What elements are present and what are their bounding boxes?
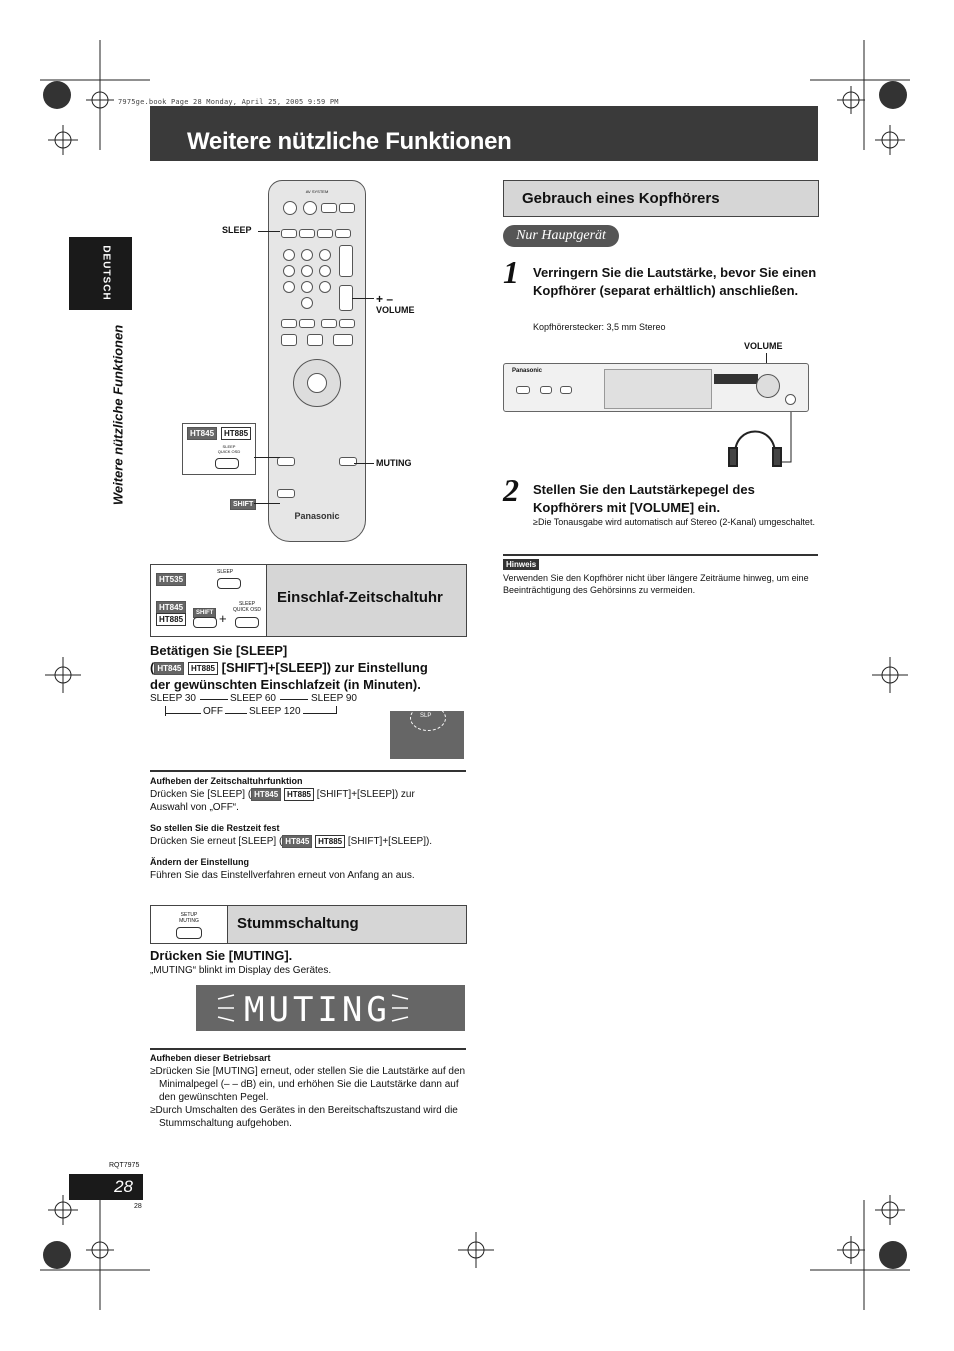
tag-ht885: HT885 xyxy=(156,613,186,626)
inset-sleep-label: SLEEP QUICK OSD xyxy=(217,444,241,454)
ch-rocker xyxy=(339,245,353,277)
device-display xyxy=(714,374,758,384)
divider-muting xyxy=(150,1048,466,1050)
sleep-instruction-line-3: der gewünschten Einschlafzeit (in Minuten). xyxy=(150,677,421,692)
remaining-text-1: Drücken Sie erneut [SLEEP] ( xyxy=(150,836,283,848)
seq-loop-right xyxy=(336,706,337,714)
num-0 xyxy=(301,297,313,309)
callout-shift: SHIFT xyxy=(230,499,256,510)
tag-ht535: HT535 xyxy=(156,573,186,586)
muting-title-panel xyxy=(228,906,466,943)
skip-forward-button xyxy=(299,319,315,328)
cancel-tag-ht885: HT885 xyxy=(284,788,314,801)
cancel-text xyxy=(150,788,466,801)
side-section-label: Weitere nützliche Funktionen xyxy=(110,324,126,506)
cancel-tag-ht845: HT845 xyxy=(251,788,281,801)
device-power-button xyxy=(516,386,530,394)
seq-sleep60: SLEEP 60 xyxy=(230,693,276,704)
plus-sign: + xyxy=(219,611,227,626)
tv-av-button xyxy=(299,229,315,238)
cancel-text-2: [SHIFT]+[SLEEP]) zur xyxy=(313,789,415,801)
headphone-section-title: Gebrauch eines Kopfhörers xyxy=(522,190,720,207)
language-tab xyxy=(69,237,132,310)
enter-button xyxy=(307,373,327,393)
muting-cancel-title: Aufheben dieser Betriebsart xyxy=(150,1053,271,1063)
device-button-2 xyxy=(540,386,552,394)
bullet-mark-1: ≥ xyxy=(150,1066,156,1077)
remote-brand: Panasonic xyxy=(294,511,340,521)
remote-av-system-label: AV SYSTEM xyxy=(305,189,329,194)
seq-arrow-3 xyxy=(165,713,201,714)
remote-control xyxy=(268,180,366,542)
instr-tag-ht885: HT885 xyxy=(188,662,218,675)
muting-btn-label: SETUP MUTING xyxy=(179,912,199,924)
num-3 xyxy=(319,249,331,261)
remaining-title: So stellen Sie die Restzeit fest xyxy=(150,823,280,834)
pause-button xyxy=(307,334,323,346)
num-9 xyxy=(319,281,331,293)
callout-sleep: SLEEP xyxy=(222,225,252,235)
slow-forward-button xyxy=(339,319,355,328)
num-7 xyxy=(283,281,295,293)
muting-bullet-1 xyxy=(150,1065,466,1104)
seq-arrow-2 xyxy=(280,699,308,700)
num-4 xyxy=(283,265,295,277)
sleep-title-panel xyxy=(267,565,466,636)
remaining-tag-ht845: HT845 xyxy=(282,835,312,848)
callout-volume-line xyxy=(352,298,374,299)
num-8 xyxy=(301,281,313,293)
sleep-display xyxy=(390,711,464,759)
sleep-notes xyxy=(150,775,466,882)
device-button-3 xyxy=(560,386,572,394)
footer-small-page: 28 xyxy=(134,1203,142,1210)
seq-sleep120: SLEEP 120 xyxy=(249,706,301,717)
remote-muting-button xyxy=(339,457,357,466)
seq-sleep90: SLEEP 90 xyxy=(311,693,357,704)
sleep-section-header xyxy=(150,564,467,637)
play-button xyxy=(333,334,353,346)
cancel-text-3: Auswahl von „OFF“. xyxy=(150,802,239,814)
footer-code: RQT7975 xyxy=(109,1162,140,1169)
sleep-btn-label: SLEEP xyxy=(217,569,234,575)
vcr-button xyxy=(339,203,355,213)
sleep-instruction xyxy=(150,642,470,693)
cancel-text-1: Drücken Sie [SLEEP] ( xyxy=(150,789,252,801)
headphone-illustration xyxy=(725,404,805,474)
seq-arrow-4 xyxy=(225,713,247,714)
callout-volume: VOLUME xyxy=(376,305,415,315)
power-button xyxy=(283,201,297,215)
seq-sleep30: SLEEP 30 xyxy=(150,693,196,704)
bullet-text-1: Drücken Sie [MUTING] erneut, oder stellen Sie die Lautstärke auf den Minimalpegel (– – dB) ein, und erhöhen Sie die Lautstärke dann auf den gewünschten Pegel. xyxy=(155,1066,466,1103)
paren-open: ( xyxy=(150,660,155,675)
tag-ht845: HT845 xyxy=(156,601,186,614)
hint-label: Hinweis xyxy=(503,559,539,570)
step2-text: Stellen Sie den Lautstärkepegel des Kopfhörers mit [VOLUME] ein. xyxy=(533,482,755,515)
divider-hint xyxy=(503,554,818,556)
callout-sleep-line xyxy=(258,231,280,232)
instr-tag-ht845: HT845 xyxy=(154,662,184,675)
quick-osd-button xyxy=(277,457,295,466)
dvd-cd-button xyxy=(335,229,351,238)
remaining-text xyxy=(150,835,466,848)
language-tab-label: DEUTSCH xyxy=(100,245,112,301)
remaining-tag-ht885: HT885 xyxy=(315,835,345,848)
remaining-text-2: [SHIFT]+[SLEEP]). xyxy=(345,836,433,848)
num-5 xyxy=(301,265,313,277)
page-number: 28 xyxy=(114,1177,133,1196)
step2-note xyxy=(533,516,818,529)
muting-section-title: Stummschaltung xyxy=(237,915,359,932)
sleep-quick-osd-label: SLEEP QUICK OSD xyxy=(232,601,262,613)
remote-shift-button xyxy=(277,489,295,498)
sleep-instruction-line-2 xyxy=(150,659,470,676)
remote-sleep-button xyxy=(281,229,297,238)
inset-line xyxy=(254,457,280,458)
muting-note: „MUTING“ blinkt im Display des Gerätes. xyxy=(150,965,332,976)
step2-bullet: ≥ xyxy=(533,517,538,527)
instruction-2-rest: [SHIFT]+[SLEEP]) zur Einstellung xyxy=(218,660,428,675)
step2-number: 2 xyxy=(503,472,519,508)
muting-section-header xyxy=(150,905,467,944)
inset-sleep-button xyxy=(215,458,239,469)
volume-rocker xyxy=(339,285,353,311)
step1-note: Kopfhörerstecker: 3,5 mm Stereo xyxy=(533,322,666,332)
muting-display xyxy=(196,985,465,1031)
title-bar xyxy=(150,106,818,161)
callout-volume-sign: + – xyxy=(376,292,394,306)
sleep-display-label: SLP xyxy=(420,713,432,719)
inset-tag-ht885: HT885 xyxy=(221,427,251,440)
seq-off: OFF xyxy=(203,706,223,717)
sleep-section-title: Einschlaf-Zeitschaltuhr xyxy=(277,589,443,606)
device-volume-label: VOLUME xyxy=(744,341,783,351)
muting-button-panel xyxy=(151,906,228,943)
headphone-section-header xyxy=(503,180,819,217)
muting-bullet-2 xyxy=(150,1104,466,1130)
sleep-quick-osd-button xyxy=(235,617,259,628)
remote-inset xyxy=(182,423,256,475)
hint-text: Verwenden Sie den Kopfhörer nicht über längere Zeiträume hinweg, um eine Beeinträchtigung des Gehörsinns zu vermeiden. xyxy=(503,573,809,595)
step1-text: Verringern Sie die Lautstärke, bevor Sie einen Kopfhörer (separat erhältlich) anschließen. xyxy=(533,265,817,298)
inset-tag-ht845: HT845 xyxy=(187,427,217,440)
tuner-band-button xyxy=(317,229,333,238)
page-number-box xyxy=(69,1174,143,1200)
num-2 xyxy=(301,249,313,261)
cancel-title: Aufheben der Zeitschaltuhrfunktion xyxy=(150,776,303,786)
device-volume-knob xyxy=(756,374,780,398)
callout-muting-line xyxy=(354,463,374,464)
file-info-line: 7975ge.book Page 28 Monday, April 25, 2005 9:59 PM xyxy=(118,98,339,106)
step1-number: 1 xyxy=(503,254,519,290)
callout-shift-line xyxy=(254,503,280,504)
muting-notes xyxy=(150,1052,466,1130)
shift-button xyxy=(193,617,217,628)
page-title: Weitere nützliche Funktionen xyxy=(187,128,512,155)
stop-button xyxy=(281,334,297,346)
change-text: Führen Sie das Einstellverfahren erneut von Anfang an aus. xyxy=(150,870,415,882)
num-6 xyxy=(319,265,331,277)
main-unit-badge-text: Nur Hauptgerät xyxy=(516,228,606,243)
sleep-instruction-line-1: Betätigen Sie [SLEEP] xyxy=(150,643,288,658)
muting-button xyxy=(176,927,202,939)
device-brand: Panasonic xyxy=(512,368,543,374)
sleep-button xyxy=(217,578,241,589)
slow-back-button xyxy=(321,319,337,328)
step2-note-text: Die Tonausgabe wird automatisch auf Stereo (2-Kanal) umgeschaltet. xyxy=(537,517,815,527)
seq-arrow-5 xyxy=(303,713,337,714)
skip-back-button xyxy=(281,319,297,328)
seq-loop-left xyxy=(165,706,166,716)
num-1 xyxy=(283,249,295,261)
callout-muting: MUTING xyxy=(376,458,412,468)
tv-button xyxy=(321,203,337,213)
main-unit-badge xyxy=(503,225,619,247)
divider-sleep xyxy=(150,770,466,772)
bullet-text-2: Durch Umschalten des Gerätes in den Bereitschaftszustand wird die Stummschaltung aufgehoben. xyxy=(155,1105,458,1129)
device-disc-tray xyxy=(604,369,712,409)
change-title: Ändern der Einstellung xyxy=(150,857,250,868)
power-button-2 xyxy=(303,201,317,215)
muting-instruction: Drücken Sie [MUTING]. xyxy=(150,948,293,963)
seq-arrow-1 xyxy=(200,699,228,700)
shift-label: SHIFT xyxy=(193,608,216,618)
bullet-mark-2: ≥ xyxy=(150,1105,156,1116)
sleep-button-panel xyxy=(151,565,267,636)
muting-display-text: MUTING xyxy=(244,990,391,1030)
